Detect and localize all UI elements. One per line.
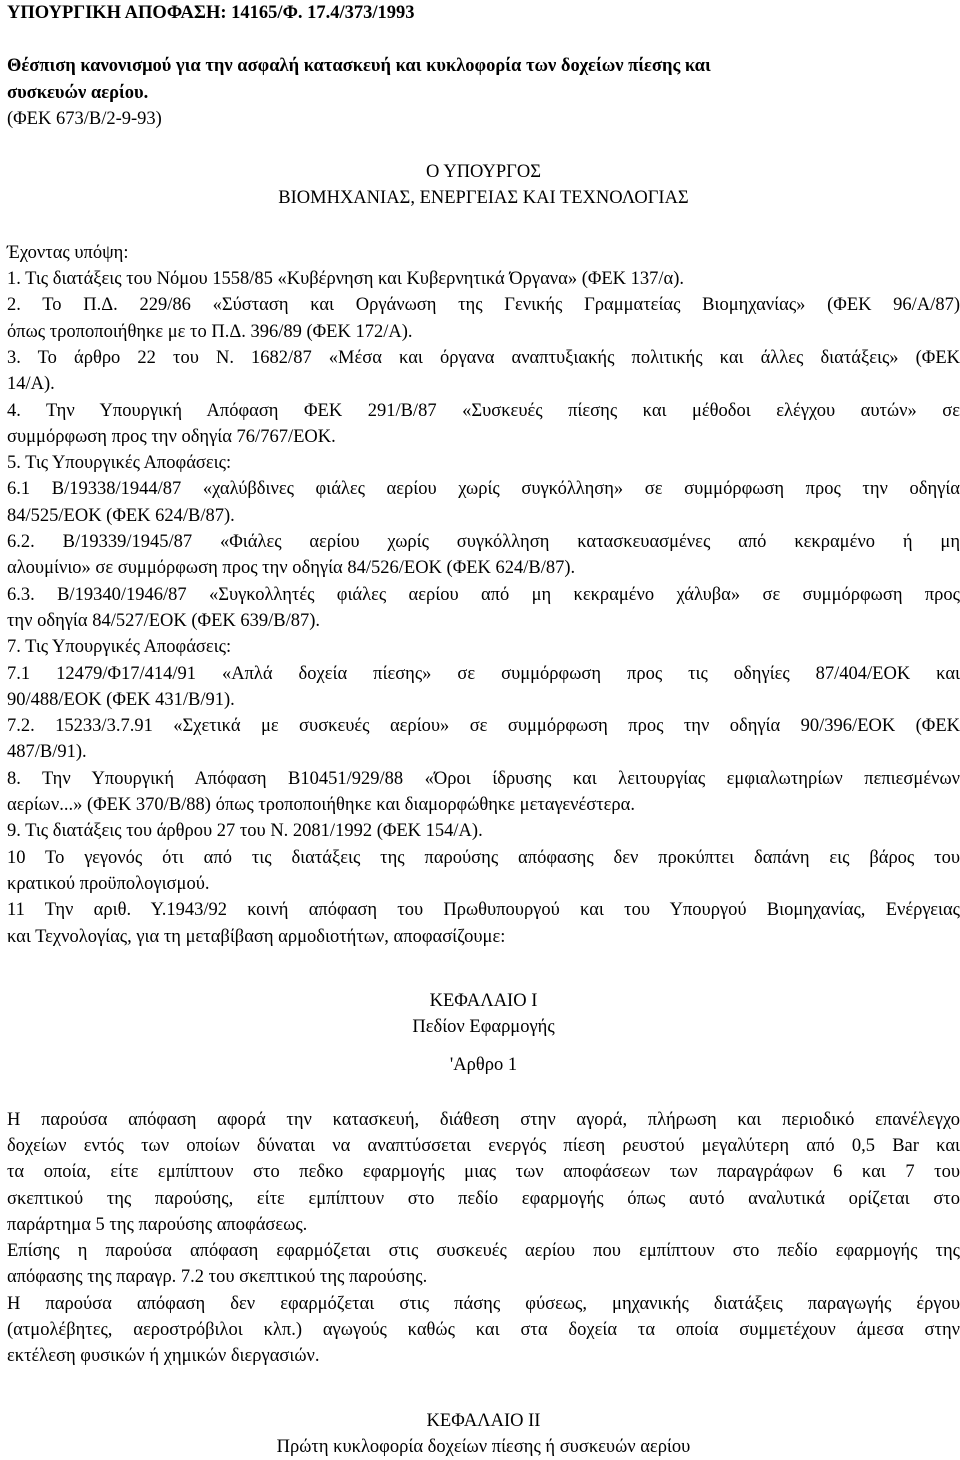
consideration-line: 1. Τις διατάξεις του Νόμου 1558/85 «Κυβέρνηση και Κυβερνητικά Όργανα» (ΦΕΚ 137/α). [7,269,685,290]
considerations-section [7,240,960,950]
consideration-line: συμμόρφωση προς την οδηγία 76/767/ΕΟΚ. [7,426,336,447]
consideration-line: 6.3. Β/19340/1946/87 «Συγκολλητές φιάλες αερίου από μη κεκραμένο χάλυβα» σε συμμόρφωση προς [7,584,960,605]
consideration-line: 487/Β/91). [7,742,87,763]
consideration-line: 4. Την Υπουργική Απόφαση ΦΕΚ 291/Β/87 «Συσκευές πίεσης και μέθοδοι ελέγχου αυτών» σε [7,400,960,421]
consideration-line: 2. Το Π.Δ. 229/86 «Σύσταση και Οργάνωση της Γενικής Γραμματείας Βιομηχανίας» (ΦΕΚ 96/Α/87) [7,295,960,316]
considerations-intro: Έχοντας υπόψη: [7,242,129,263]
article-line: τα οποία, είτε εμπίπτουν στο πεδκο εφαρμογής μιας των αποφάσεων των παραγράφων 6 και 7 του [7,1162,960,1183]
consideration-line: 8. Την Υπουργική Απόφαση Β10451/929/88 «Όροι ίδρυσης και λειτουργίας εμφιαλωτηρίων πεπιεσμένων [7,768,960,789]
consideration-line: 6.1 Β/19338/1944/87 «χαλύβδινες φιάλες αερίου χωρίς συγκόλληση» σε συμμόρφωση προς την οδηγία [7,479,960,500]
consideration-line: 14/Α). [7,374,55,395]
consideration-line: 7.2. 15233/3.7.91 «Σχετικά με συσκευές αερίου» σε συμμόρφωση προς την οδηγία 90/396/ΕΟΚ (ΦΕΚ [7,716,960,737]
article-line: δοχείων εντός των οποίων δύναται να αναπτύσσεται ενεργός πίεση ρευστού μεγαλύτερη από 0,5 Bar και [7,1135,960,1156]
document-header [7,0,960,132]
consideration-line: 10 Το γεγονός ότι από τις διατάξεις της παρούσης απόφασης δεν προκύπτει δαπάνη εις βάρος του [7,847,960,868]
consideration-line: και Τεχνολογίας, για τη μεταβίβαση αρμοδιοτήτων, αποφασίζουμε: [7,926,506,947]
chapter-2 [7,1408,960,1460]
article-line: παράρτημα 5 της παρούσης αποφάσεως. [7,1214,308,1235]
consideration-line: 11 Την αριθ. Υ.1943/92 κοινή απόφαση του Πρωθυπουργού και του Υπουργού Βιομηχανίας, Ενέργειας [7,900,960,921]
document-page [7,0,960,1460]
consideration-line: 7. Τις Υπουργικές Αποφάσεις: [7,637,232,658]
chapter-title: ΚΕΦΑΛΑΙΟ ΙΙ [426,1410,541,1431]
article-line: Η παρούσα απόφαση αφορά την κατασκευή, διάθεση στην αγορά, πλήρωση και περιοδικό επανέλεγχο [7,1109,960,1130]
chapter-subtitle: Πρώτη κυκλοφορία δοχείων πίεσης ή συσκευών αερίου [276,1436,691,1457]
chapter-title: ΚΕΦΑΛΑΙΟ Ι [429,990,538,1011]
minister-heading [7,159,960,212]
consideration-line: 9. Τις διατάξεις του άρθρου 27 του Ν. 2081/1992 (ΦΕΚ 154/Α). [7,821,483,842]
article-line: απόφασης της παραγρ. 7.2 του σκεπτικού της παρούσης. [7,1267,428,1288]
minister-title: Ο ΥΠΟΥΡΓΟΣ [426,162,541,183]
subject-line: συσκευών αερίου. [7,82,149,103]
consideration-line: 6.2. Β/19339/1945/87 «Φιάλες αερίου χωρίς συγκόλληση κατασκευασμένες από κεκραμένο ή μη [7,532,960,553]
consideration-line: 7.1 12479/Φ17/414/91 «Απλά δοχεία πίεσης» σε συμμόρφωση προς τις οδηγίες 87/404/ΕΟΚ και [7,663,960,684]
chapter-1 [7,988,960,1370]
consideration-line: αερίων...» (ΦΕΚ 370/Β/88) όπως τροποποιήθηκε και διαμορφώθηκε μεταγενέστερα. [7,795,635,816]
article-line: (ατμολέβητες, αεροστρόβιλοι κλπ.) αγωγούς καθώς και στα δοχεία τα οποία συμμετέχουν άμεσα στην [7,1320,960,1341]
article-title: 'Αρθρο 1 [449,1055,518,1076]
consideration-line: κρατικού προϋπολογισμού. [7,873,210,894]
article-line: Επίσης η παρούσα απόφαση εφαρμόζεται στις συσκευές αερίου που εμπίπτουν στο πεδίο εφαρμογής της [7,1241,960,1262]
consideration-line: 90/488/ΕΟΚ (ΦΕΚ 431/Β/91). [7,689,235,710]
consideration-line: όπως τροποποιήθηκε με το Π.Δ. 396/89 (ΦΕΚ 172/Α). [7,321,413,342]
consideration-line: 84/525/ΕΟΚ (ΦΕΚ 624/Β/87). [7,505,235,526]
consideration-line: αλουμίνιο» σε συμμόρφωση προς την οδηγία 84/526/ΕΟΚ (ΦΕΚ 624/Β/87). [7,558,576,579]
article-body [7,1107,960,1370]
ministry-name: ΒΙΟΜΗΧΑΝΙΑΣ, ΕΝΕΡΓΕΙΑΣ ΚΑΙ ΤΕΧΝΟΛΟΓΙΑΣ [278,188,689,209]
consideration-line: 3. Το άρθρο 22 του Ν. 1682/87 «Μέσα και όργανα αναπτυξιακής πολιτικής και άλλες διατάξεις» (ΦΕΚ [7,347,960,368]
consideration-line: την οδηγία 84/527/ΕΟΚ (ΦΕΚ 639/Β/87). [7,610,321,631]
article-heading [7,1052,960,1078]
article-line: Η παρούσα απόφαση δεν εφαρμόζεται στις πάσης φύσεως, μηχανικής διατάξεις παραγωγής έργου [7,1293,960,1314]
article-line: σκεπτικού της παρούσης, είτε εμπίπτουν στο πεδίο εφαρμογής όπως αυτό αναλυτικά ορίζεται στο [7,1188,960,1209]
gazette-reference: (ΦΕΚ 673/Β/2-9-93) [7,108,162,129]
decision-number: ΥΠΟΥΡΓΙΚΗ ΑΠΟΦΑΣΗ: 14165/Φ. 17.4/373/1993 [7,3,415,23]
article-line: εκτέλεση φυσικών ή χημικών διεργασιών. [7,1346,320,1367]
consideration-line: 5. Τις Υπουργικές Αποφάσεις: [7,453,232,474]
subject-line: Θέσπιση κανονισμού για την ασφαλή κατασκευή και κυκλοφορία των δοχείων πίεσης και [7,56,711,77]
chapter-subtitle: Πεδίον Εφαρμογής [412,1017,555,1038]
chapter-heading [7,988,960,1041]
